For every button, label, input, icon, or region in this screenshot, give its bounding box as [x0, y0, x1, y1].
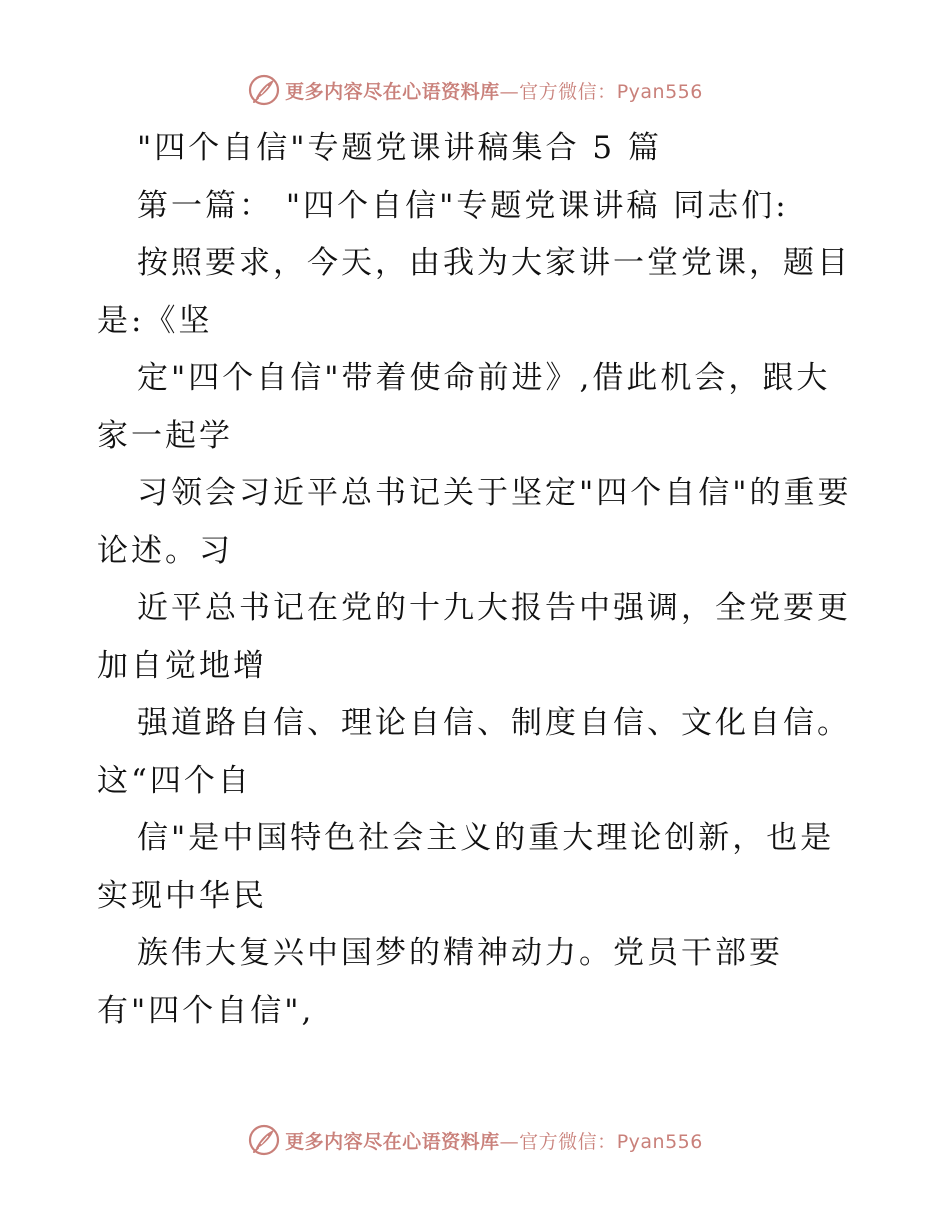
paragraph-line: 按照要求，今天，由我为大家讲一堂党课，题目 — [137, 245, 851, 281]
document-body — [97, 120, 857, 1040]
paragraph-line: 族伟大复兴中国梦的精神动力。党员干部要 — [137, 935, 783, 971]
paragraph-line: 有"四个自信", — [97, 992, 315, 1029]
paragraph-line: 近平总书记在党的十九大报告中强调，全党要更 — [137, 590, 851, 626]
paragraph-line: 强道路自信、理论自信、制度自信、文化自信。 — [137, 705, 851, 741]
paragraph-line: 这“四个自 — [97, 762, 252, 799]
paragraph-line: 论述。习 — [97, 532, 233, 569]
watermark-dash: — — [499, 80, 520, 103]
document-title: "四个自信"专题党课讲稿集合 5 篇 — [137, 130, 662, 166]
feather-pen-logo-icon — [247, 73, 281, 107]
watermark-text — [285, 1127, 703, 1154]
paragraph-line: 习领会习近平总书记关于坚定"四个自信"的重要 — [137, 475, 852, 511]
watermark-text — [285, 77, 703, 104]
watermark-wechat-id: Pyan556 — [616, 80, 703, 103]
paragraph-line: 家一起学 — [97, 417, 233, 454]
paragraph-line: 加自觉地增 — [97, 647, 267, 684]
watermark-main-text: 更多内容尽在心语资料库 — [285, 1130, 500, 1153]
watermark-main-text: 更多内容尽在心语资料库 — [285, 80, 500, 103]
paragraph-line: 实现中华民 — [97, 877, 267, 914]
watermark-wechat-id: Pyan556 — [616, 1130, 703, 1153]
feather-pen-logo-icon — [247, 1123, 281, 1157]
paragraph-line: 是:《坚 — [97, 302, 213, 339]
watermark-dash: — — [499, 1130, 520, 1153]
paragraph-line: 信"是中国特色社会主义的重大理论创新，也是 — [137, 820, 835, 856]
section-heading: 第一篇： "四个自信"专题党课讲稿 同志们: — [137, 187, 789, 224]
header-watermark — [0, 70, 950, 110]
watermark-label: 官方微信： — [519, 1130, 617, 1153]
paragraph-line: 定"四个自信"带着使命前进》,借此机会，跟大 — [137, 360, 831, 396]
footer-watermark — [0, 1120, 950, 1160]
watermark-label: 官方微信： — [519, 80, 617, 103]
